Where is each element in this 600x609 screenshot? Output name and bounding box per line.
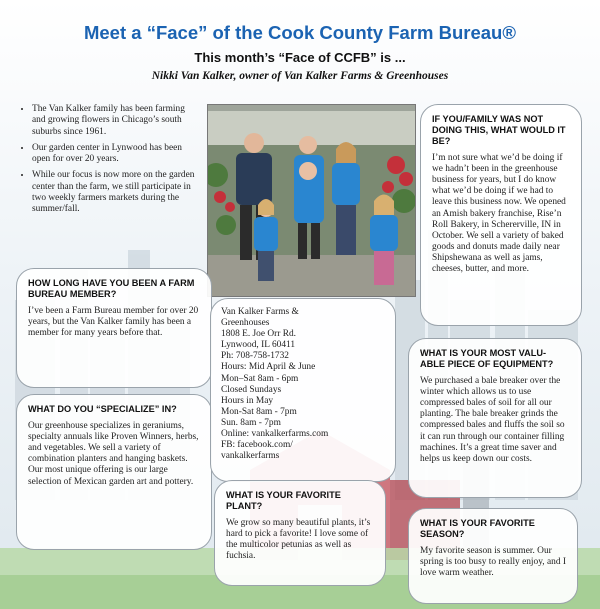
business-name-line: Van Kalker Farms & xyxy=(221,307,299,317)
answer-text: My favorite season is summer. Our spring is too busy to really enjoy, and I love warm weather. xyxy=(420,546,566,579)
fact-item: • While our focus is now more on the garden center than the farm, we still participate in two weekly farmers markets during the summer/fall. xyxy=(32,170,198,215)
bubble-membership xyxy=(16,268,212,388)
hours-line: Hours: Mid April & June xyxy=(221,362,316,373)
hours-line: Mon-Sat 8am - 7pm xyxy=(221,406,297,417)
page-byline: Nikki Van Kalker, owner of Van Kalker Farms & Greenhouses xyxy=(151,70,449,82)
hours-line: Closed Sundays xyxy=(221,384,282,395)
answer-text: We purchased a bale breaker over the winter which allows us to use compressed bales of soil for all our planting. The bale breaker grinds the compressed bales and fluffs the soil so it can run through our container filling machines. It’s a great time saver and helps us keep down our costs. xyxy=(420,376,565,464)
question-heading: WHAT IS YOUR FAVORITE SEASON? xyxy=(420,518,535,540)
answer-text: I’m not sure what we’d be doing if we hadn’t been in the greenhouse business for years, but I do know what we’d be doing if we had to leave this business now. We opened an Amish bakery franchise, Rise’n Roll Bakery, in Schererville, IN in October. We sell a variety of baked goods and donuts made daily near Shipshewana as well as jams, cheeses, butter, and more. xyxy=(432,153,566,275)
fact-item: • Our garden center in Lynwood has been open for over 20 years. xyxy=(32,143,198,166)
website-link[interactable]: Online: vankalkerfarms.com xyxy=(221,429,329,440)
bubble-business-info xyxy=(210,298,396,482)
question-heading: WHAT DO YOU “SPECIALIZE” IN? xyxy=(28,404,177,414)
bubble-specialize xyxy=(16,394,212,550)
hours-line: Sun. 8am - 7pm xyxy=(221,417,281,428)
person-girl-right xyxy=(370,195,398,286)
bubble-favorite-plant xyxy=(214,480,386,586)
bubble-equipment xyxy=(408,338,582,498)
question-heading: WHAT IS YOUR FAVORITE PLANT? xyxy=(226,490,341,512)
hours-line: Hours in May xyxy=(221,395,274,406)
page-subtitle: This month’s “Face of CCFB” is ... xyxy=(194,50,406,65)
answer-text: I’ve been a Farm Bureau member for over 20 years, but the Van Kalker family has been a member for many years before that. xyxy=(28,306,199,339)
page-title: Meet a “Face” of the Cook County Farm Bureau® xyxy=(83,22,516,43)
question-heading: HOW LONG HAVE YOU BEEN A FARM BUREAU MEMBER? xyxy=(28,278,195,300)
address-street: 1808 E. Joe Orr Rd. xyxy=(221,329,296,340)
question-heading: IF YOU/FAMILY WAS NOT DOING THIS, WHAT WOULD IT BE? xyxy=(432,114,566,147)
family-photo xyxy=(207,104,416,297)
address-city: Lynwood, IL 60411 xyxy=(221,340,296,351)
facebook-link[interactable]: vankalkerfarms xyxy=(221,451,280,462)
answer-text: We grow so many beautiful plants, it’s hard to pick a favorite! I love some of the multicolor petunias as well as fuchsia. xyxy=(226,518,371,562)
hours-line: Mon–Sat 8am - 6pm xyxy=(221,373,299,384)
bubble-season xyxy=(408,508,578,604)
question-heading: WHAT IS YOUR MOST VALU-ABLE PIECE OF EQUIPMENT? xyxy=(420,348,554,370)
fact-item: • The Van Kalker family has been farming and growing flowers in Chicago’s south suburbs since 1961. xyxy=(32,104,198,138)
person-girl-older xyxy=(332,142,360,255)
answer-text: Our greenhouse specializes in geraniums, specialty annuals like Proven Winners, herbs, and vegetables. We sell a variety of combination planters and hanging baskets. Our most unique offering is our large selection of Mexican garden art and pottery. xyxy=(28,421,199,487)
bubble-not-farming xyxy=(420,104,582,326)
facebook-link[interactable]: FB: facebook.com/ xyxy=(221,440,293,451)
business-name-line: Greenhouses xyxy=(221,318,270,329)
family-facts xyxy=(10,104,198,221)
phone-number: Ph: 708-758-1732 xyxy=(221,351,289,362)
